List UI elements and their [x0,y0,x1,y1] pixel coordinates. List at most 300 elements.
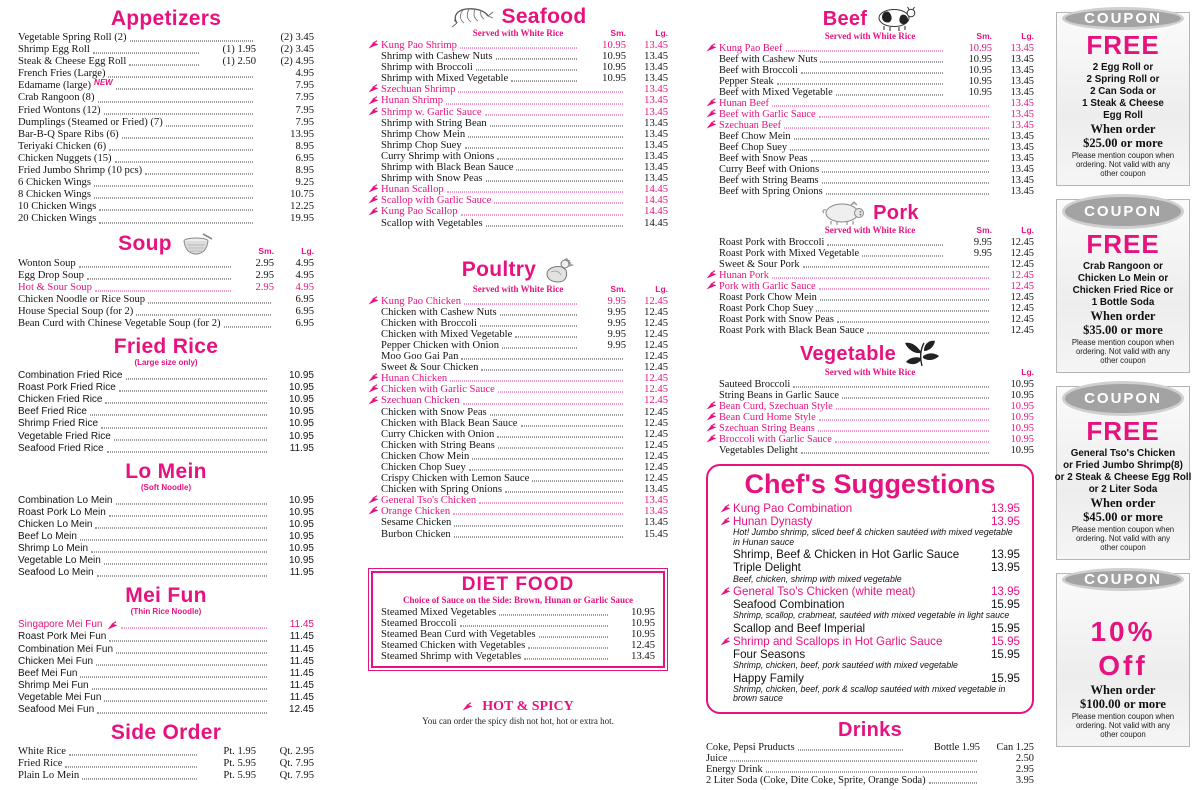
item-name: Kung Pao Beef [719,43,783,54]
dotted-leader [842,398,989,399]
menu-item [706,259,1034,270]
menu-item [368,206,668,217]
item-name: Beef Lo Mein [18,531,77,542]
dotted-leader [836,409,989,410]
item-name: Sauteed Broccoli [719,379,791,390]
item-price-lg: 14.45 [644,217,668,229]
item-name: Roast Pork with Broccoli [719,237,825,248]
item-price-lg: 13.45 [644,139,668,151]
price-column-headers [580,28,668,38]
item-name: Seafood Combination [733,598,845,612]
coupon-offer-lines [1055,448,1192,496]
item-price-sm: 10.95 [968,54,992,65]
coupon-offer-lines [1082,62,1164,122]
section-title-line [706,720,1034,740]
menu-item [368,218,668,229]
dotted-leader [126,379,268,380]
item-price-lg: 12.45 [644,395,668,407]
item-price-lg: 13.45 [1010,65,1034,76]
item-price-price: 10.95 [288,406,314,418]
cow-icon [875,6,917,31]
item-price-sm: Pt. 5.95 [223,770,256,782]
item-name: Shrimp Chop Suey [381,139,462,151]
item-price-price: 10.95 [288,543,314,555]
menu-item [381,640,655,651]
spicy-pepper-icon [706,120,717,129]
section-header [18,461,314,493]
item-name: Beef with Mixed Vegetable [719,87,833,98]
coupon-offer-line: 1 Bottle Soda [1091,297,1155,308]
dotted-leader [136,314,271,315]
menu-item [720,648,1020,661]
item-name: Bean Curd, Szechuan Style [719,401,833,412]
item-price-lg: Qt. 7.95 [279,758,314,770]
dotted-leader [816,311,989,312]
price-col-label: Sm. [976,31,992,41]
item-price-lg: (2) 3.45 [280,32,314,43]
spicy-pepper-icon [720,504,731,513]
item-price-lg: 12.45 [1010,325,1034,336]
spicy-pepper-icon [368,296,379,305]
item-price-lg: 13.45 [644,506,668,518]
item-price-lg: 12.45 [1010,248,1034,259]
dotted-leader [82,779,197,780]
menu-item [368,340,668,351]
menu-item [18,165,314,177]
item-name: French Fries (Large) [18,68,106,80]
item-price-lg: 10.95 [1010,412,1034,423]
dotted-leader [116,652,267,653]
dotted-leader [801,73,943,74]
menu-item [18,443,314,455]
section-subtitle: Served with White Rice [472,28,564,38]
dotted-leader [777,84,943,85]
item-name: Roast Pork Lo Mein [18,506,106,518]
dotted-leader [94,186,253,187]
item-price-price: 10.95 [288,494,314,506]
item-price-lg: 13.45 [1010,142,1034,153]
item-name: Seafood Mei Fun [18,704,95,716]
dotted-leader [469,470,623,471]
section-title: Seafood [501,5,587,28]
dotted-leader [490,414,623,415]
item-price-lg: 12.45 [644,295,668,307]
menu-item [368,84,668,95]
item-price-price: 12.45 [631,639,655,651]
item-price-lg: 13.45 [644,84,668,96]
dotted-leader [528,648,608,649]
dotted-leader [494,203,623,204]
item-price-lg: 13.45 [644,150,668,162]
item-price-lg: 13.45 [1010,43,1034,54]
new-tag: NEW [94,78,113,88]
menu-item [706,764,1034,775]
menu-item [720,672,1020,685]
item-name: Curry Shrimp with Onions [381,150,495,162]
item-price-lg: 12.45 [644,384,668,396]
item-price-lg: 12.45 [1010,314,1034,325]
dotted-leader [820,300,989,301]
coupon-headline-line: FREE [1086,30,1160,60]
menu-item [18,543,314,555]
dotted-leader [929,782,977,783]
coupon-ribbon: COUPON [1062,7,1184,30]
item-name: Steamed Shrimp with Vegetables [381,651,522,663]
item-price-lg: Qt. 7.95 [279,770,314,782]
dotted-leader [105,403,267,404]
item-price-price: 12.45 [288,704,314,716]
coupon [1056,386,1190,560]
item-name: Kung Pao Combination [733,502,853,515]
price-col-label: Sm. [610,283,626,294]
section-title-line [18,8,314,30]
item-price-lg: 13.45 [644,73,668,85]
item-price-lg: 12.45 [644,306,668,318]
menu-items [18,746,314,782]
coupon-offer-line: 2 Egg Roll or [1092,62,1154,73]
coupon-offer-line: Chicken Fried Rice or [1072,285,1174,296]
dotted-leader [447,192,623,193]
item-name: Chicken with Garlic Sauce [381,384,495,396]
item-name: Roast Pork with Black Bean Sauce [719,325,865,336]
menu-item [18,44,314,56]
dotted-leader [496,59,577,60]
item-price-lg: 12.45 [644,317,668,329]
coupon-offer-lines [1073,261,1174,309]
dotted-leader [148,302,271,303]
spicy-pepper-icon [706,109,717,118]
menu-item [368,118,668,129]
section-header [381,574,655,605]
section-pork [706,201,1034,336]
menu-item [368,40,668,51]
item-name: 10 Chicken Wings [18,201,97,213]
section-title: Drinks [837,718,903,741]
dotted-leader [116,503,268,504]
item-price-sm: 9.95 [973,237,992,248]
coupon-condition [1083,309,1163,337]
section-subtitle: (Large size only) [134,358,198,368]
item-name: Hunan Chicken [381,373,448,385]
item-price-lg: 7.95 [295,80,314,92]
item-price-lg: 10.95 [1010,401,1034,412]
dotted-leader [108,77,253,78]
dotted-leader [224,327,271,328]
item-price-lg: 13.95 [290,128,314,140]
section-fried-rice [18,336,314,455]
item-name: Singapore Mei Fun [18,619,103,631]
dotted-leader [461,359,623,360]
dotted-leader [819,289,989,290]
item-price-lg: 4.95 [295,68,314,80]
coupon-condition-line: $35.00 or more [1083,323,1163,337]
coupon-condition-line: When order [1090,309,1156,323]
item-price-lg: 7.95 [295,92,314,104]
item-name: Vegetable Mei Fun [18,691,102,703]
item-name: Vegetable Fried Rice [18,430,111,442]
dotted-leader [463,403,623,404]
section-diet-food [368,568,668,671]
item-price-lg: 6.95 [295,305,314,317]
section-header [18,722,314,744]
dotted-leader [95,528,267,529]
item-name: Beef with Snow Peas [719,153,808,164]
item-price-lg: 12.45 [1010,237,1034,248]
coupon-offer-line: or 2 Liter Soda [1088,484,1158,495]
coupon-headline-line: FREE [1086,416,1160,446]
menu-item [18,406,314,418]
item-name: Egg Drop Soup [18,269,84,281]
dotted-leader [446,103,623,104]
item-name: Fried Rice [18,758,63,770]
item-price-price: 10.95 [288,418,314,430]
dotted-leader [92,688,267,689]
menu-item [368,173,668,184]
item-name: Fried Jumbo Shrimp (10 pcs) [18,165,143,177]
item-price-lg: 4.95 [295,281,314,293]
item-price-lg: 12.45 [1010,292,1034,303]
menu-item [18,418,314,430]
coupon-condition [1083,496,1163,524]
dotted-leader [819,117,989,118]
section-subtitle: (Soft Noodle) [140,482,192,492]
menu-item [18,567,314,579]
item-price-lg: 12.45 [644,362,668,374]
dotted-leader [502,348,577,349]
menu-item [368,362,668,373]
menu-item [18,656,314,668]
dotted-leader [107,451,267,452]
dotted-leader [516,170,623,171]
dotted-leader [835,442,989,443]
menu-item [18,177,314,189]
item-price-sm: 10.95 [968,65,992,76]
item-price-price: 11.45 [289,619,314,631]
dotted-leader [819,420,989,421]
item-price-lg: 3.95 [1015,774,1034,786]
menu-item [368,351,668,362]
item-price-lg: 4.95 [295,269,314,281]
item-name: Steak & Cheese Egg Roll [18,56,127,68]
menu-item [706,237,1034,248]
section-header [368,257,668,294]
item-name: Hunan Beef [719,98,769,109]
spicy-pepper-icon [720,587,731,596]
item-name: Kung Pao Shrimp [381,40,457,51]
item-name: Beef with Spring Onions [719,186,823,197]
item-name: Four Seasons [733,648,806,662]
item-name: Shrimp, Beef & Chicken in Hot Garlic Sauce [733,548,960,562]
dotted-leader [837,322,989,323]
item-price-lg: 12.45 [644,462,668,473]
dotted-leader [104,113,253,114]
item-name: Bean Curd with Chinese Vegetable Soup (for 2) [18,317,221,329]
item-price-price: 10.95 [288,555,314,567]
coupon-condition-line: When order [1090,122,1156,136]
item-name: Roast Pork with Snow Peas [719,314,834,325]
item-price-price: 10.95 [288,518,314,530]
item-price-lg: 13.45 [644,106,668,118]
item-price-lg: 13.45 [1010,76,1034,87]
item-price-lg: 12.45 [644,450,668,462]
section-subtitle: Served with White Rice [824,31,916,41]
section-subtitle: Served with White Rice [824,367,916,377]
coupon-offer-line: Egg Roll [1103,110,1143,121]
coupon-condition-line: $25.00 or more [1083,136,1163,150]
item-name: Shrimp w. Garlic Sauce [381,106,482,118]
menu-item [18,692,314,704]
item-price-lg: Can 1.25 [996,741,1034,753]
item-name: Curry Chicken with Onion [381,428,495,440]
menu-item [720,561,1020,574]
menu-item [18,770,314,782]
coupon-headline [1086,231,1159,258]
item-name: Beef with String Beams [719,175,819,186]
menu-items [18,32,314,226]
item-name: Chicken with Snow Peas [381,406,487,418]
item-name: Chicken Lo Mein [18,518,93,530]
spicy-pepper-icon [368,506,379,515]
item-price-lg: 14.45 [644,184,668,196]
item-name: Happy Family [733,671,804,685]
item-name: Vegetable Lo Mein [18,555,101,567]
dotted-leader [822,183,989,184]
menu-item [368,140,668,151]
dotted-leader [96,664,267,665]
menu-items [18,619,314,716]
item-name: Shrimp with Broccoli [381,62,473,74]
item-price-lg: 13.45 [644,40,668,51]
item-name: Shrimp with Mixed Vegetable [381,73,509,85]
dotted-leader [479,503,623,504]
menu-item [368,62,668,73]
section-title: Poultry [461,258,537,282]
menu-item [381,618,655,629]
item-name: Chicken Chow Mein [381,450,470,462]
item-name: Hunan Dynasty [733,515,813,529]
dotted-leader [119,391,267,392]
menu-item [18,153,314,165]
menu-item [18,495,314,507]
section-title-line [706,201,1034,225]
menu-item [706,43,1034,54]
menu-item [720,622,1020,635]
spicy-pepper-icon [368,396,379,405]
coupon-condition-line: When order [1090,496,1156,510]
item-price-lg: 13.45 [644,51,668,63]
item-name: Hunan Scallop [381,184,444,196]
menu-item [706,142,1034,153]
price-col-label: Lg. [655,28,668,38]
item-price-lg: 10.75 [290,189,314,201]
item-name: 8 Chicken Wings [18,189,91,201]
item-name: Szechuan String Beans [719,423,815,434]
dotted-leader [93,53,199,54]
dotted-leader [99,210,253,211]
menu-item [18,394,314,406]
item-name: Hot & Sour Soup [18,281,92,293]
coupon-headline [1086,418,1159,445]
menu-item [368,195,668,206]
item-name: Energy Drink [706,763,763,775]
menu-item [368,318,668,329]
menu-items [706,742,1034,786]
item-price-lg: 13.45 [1010,87,1034,98]
item-price-lg: 10.95 [1010,434,1034,445]
spicy-pepper-icon [706,434,717,443]
item-name: Seafood Fried Rice [18,442,104,454]
menu-item [720,515,1020,528]
dotted-leader [826,194,989,195]
menu-item [18,555,314,567]
item-name: Beef Chow Mein [719,131,791,142]
item-price-lg: 14.45 [644,206,668,218]
item-price-lg: 7.95 [295,104,314,116]
menu-items [381,607,655,662]
item-price-lg: 13.45 [644,95,668,107]
item-price-sm: 10.95 [602,62,626,74]
item-price: 15.95 [990,598,1020,612]
item-price-price: 10.95 [288,506,314,518]
item-price-sm: 9.95 [607,339,626,351]
item-price: 15.95 [990,671,1020,685]
menu-item [706,434,1034,445]
menu-item [706,445,1034,456]
section-appetizers [18,8,314,226]
item-price: 13.95 [990,585,1020,599]
menu-item [368,129,668,140]
item-name: Shrimp Mei Fun [18,679,89,691]
menu-item [18,32,314,44]
menu-item [18,258,314,270]
menu-item [368,473,668,484]
item-price-lg: 6.95 [295,152,314,164]
item-price-lg: 12.45 [644,406,668,418]
item-price-lg: 12.45 [644,473,668,485]
section-chefs-suggestions [706,464,1034,714]
dotted-leader [69,755,197,756]
item-name: Hunan Shrimp [381,95,444,107]
item-price-sm: 2.95 [255,257,274,269]
item-price: 13.95 [990,515,1020,529]
menu-item [706,401,1034,412]
section-header [706,201,1034,235]
menu-item [706,120,1034,131]
dotted-leader [95,290,231,291]
item-name: Roast Pork Mei Fun [18,631,107,643]
menu-item [18,68,314,80]
dotted-leader [97,713,267,714]
item-name: Teriyaki Chicken (6) [18,140,107,152]
item-price-sm: 9.95 [607,328,626,340]
item-name: Shrimp with Snow Peas [381,173,483,185]
item-price-lg: 13.45 [644,484,668,496]
price-col-label: Lg. [1021,367,1034,377]
item-price-price: 10.95 [631,617,655,629]
section-title-line [706,6,1034,31]
item-name: Kung Pao Scallop [381,206,458,218]
coupon-headline-line: Off [1098,650,1148,681]
spicy-pepper-icon [706,423,717,432]
item-name: Triple Delight [733,561,801,575]
item-name: White Rice [18,746,66,758]
section-title-line [368,6,668,28]
section-soup [18,232,314,331]
menu-column-4 [1056,0,1190,760]
section-title: Beef [822,7,868,30]
item-name: Pork with Garlic Sauce [719,281,816,292]
dotted-leader [822,172,989,173]
